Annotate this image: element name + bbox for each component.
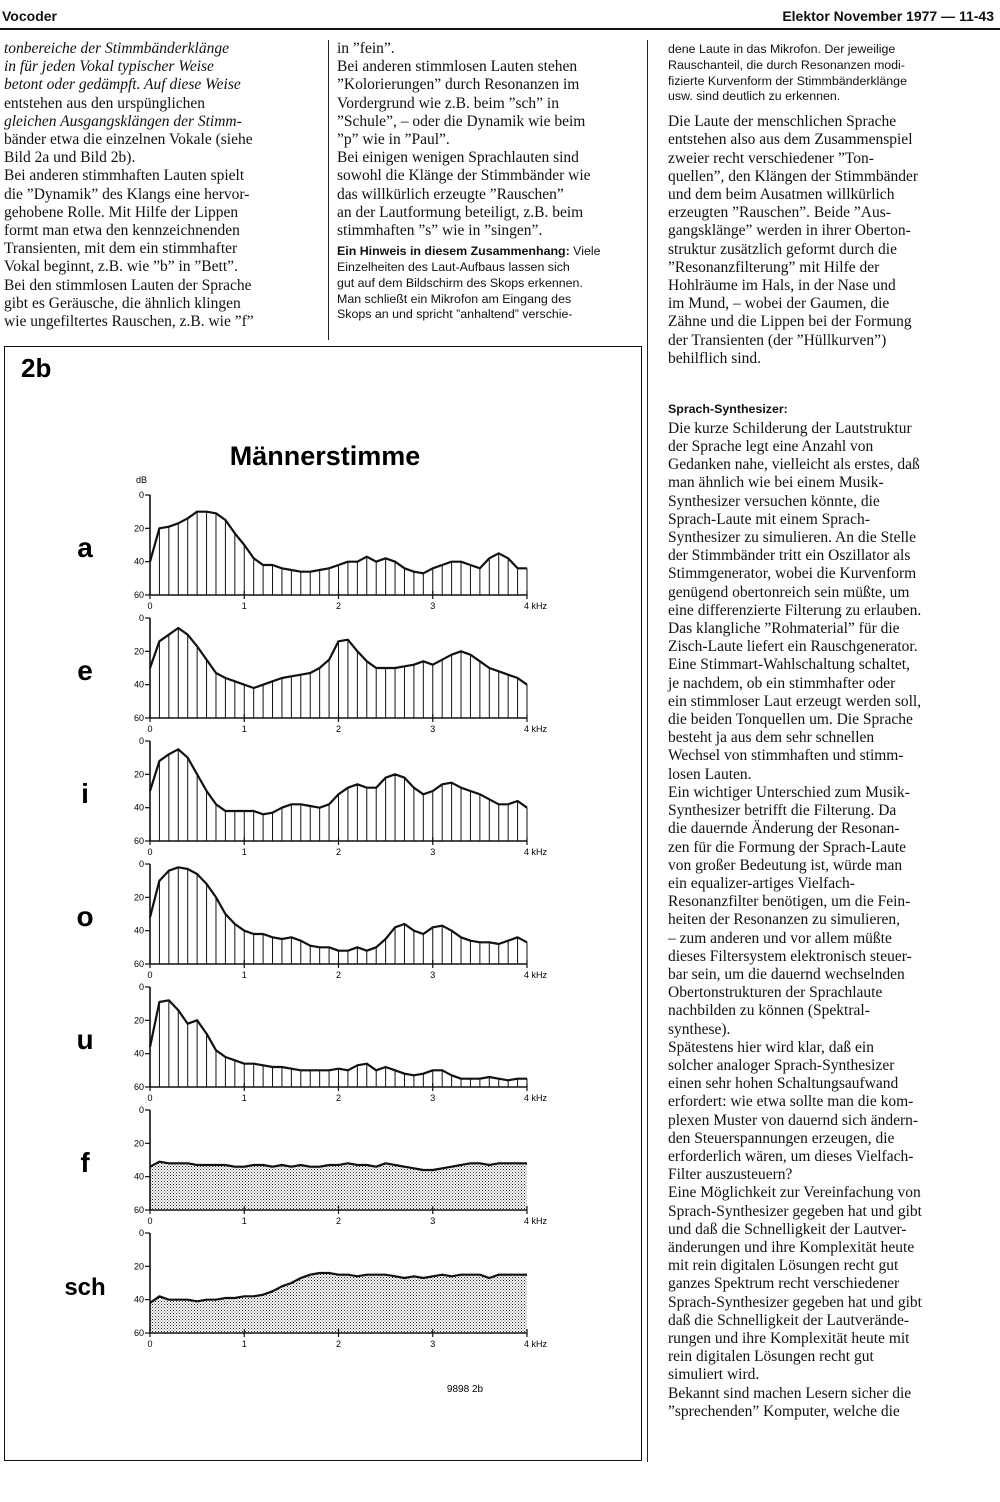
x-tick-label: 0 (147, 1339, 153, 1349)
text-line: ”p” wie in ”Paul”. (337, 131, 450, 149)
x-tick-label: 1 (241, 1339, 247, 1349)
scope-note-line: Viele (569, 244, 601, 259)
series-label: sch (64, 1274, 106, 1301)
text-line: heiten der Resonanzen zu simulieren, (668, 911, 900, 929)
series-label: a (77, 532, 93, 563)
text-line: in ”fein”. (337, 40, 395, 57)
text-line: und dem beim Ausatmen willkürlich (668, 186, 895, 203)
text-line: solcher analoger Sprach-Synthesizer (668, 1056, 895, 1074)
text-line: ein stimmloser Laut erzeugt werden soll, (668, 692, 922, 710)
column-divider-2 (647, 40, 648, 1462)
text-line: besteht ja aus dem sehr schnellen (668, 729, 875, 747)
text-line: struktur zusätzlich geformt durch die (668, 240, 897, 258)
scope-note-line: Man schließt ein Mikrofon am Eingang des (337, 291, 572, 306)
y-tick-label: 40 (133, 679, 144, 690)
panel-sch (64, 1228, 547, 1349)
text-line: Bei einigen wenigen Sprachlauten sind (337, 149, 579, 167)
x-tick-label: 4 kHz (524, 1216, 548, 1226)
text-line: Sprach-Synthesizer gegeben hat und gibt (668, 1293, 922, 1311)
text-line: Gedanken nahe, vielleicht als erstes, daß (668, 456, 920, 474)
text-line: das willkürlich erzeugte ”Rauschen” (337, 185, 564, 203)
y-tick-label: 20 (133, 892, 144, 903)
y-tick-label: 20 (133, 1138, 144, 1149)
text-line: nachbilden zu können (Spektral- (668, 1002, 870, 1020)
y-tick-label: 60 (133, 959, 144, 969)
text-line: die dauernde Änderung der Resonan- (668, 820, 900, 838)
text-line: Spätestens hier wird klar, daß ein (668, 1038, 874, 1056)
text-line: ”Resonanzfilterung” mit Hilfe der (668, 258, 880, 276)
running-head-issue: Elektor November 1977 — 11-43 (782, 8, 994, 24)
text-line: Zähne und die Lippen bei der Formung (668, 313, 912, 331)
x-tick-label: 2 (335, 970, 342, 980)
x-tick-label: 2 (335, 1216, 342, 1226)
text-line: behilflich sind. (668, 349, 761, 367)
text-line: ein equalizer-artiges Vielfach- (668, 874, 855, 892)
text-line: die ”Dynamik” des Klangs eine hervor- (4, 185, 250, 203)
text-line: je nachdem, ob ein stimmhafter oder (668, 674, 896, 692)
scope-note (337, 244, 642, 323)
text-line: zweier recht verschiedener ”Ton- (668, 149, 874, 167)
text-line: Vordergrund wie z.B. beim ”sch” in (337, 94, 559, 112)
series-label: i (81, 778, 89, 809)
text-line: quellen”, den Klängen der Stimmbänder (668, 167, 919, 185)
text-line: Obertonstrukturen der Sprachlaute (668, 984, 883, 1002)
series-label: f (80, 1147, 90, 1178)
y-tick-label: 0 (138, 1228, 144, 1238)
text-line: Vokal beginnt, z.B. wie ”b” in ”Bett”. (4, 258, 238, 276)
text-line: änderungen und ihre Komplexität heute (668, 1238, 915, 1256)
text-line: der Stimmbänder tritt ein Oszillator als (668, 547, 911, 565)
figure-2b (4, 346, 642, 1461)
x-tick-label: 1 (241, 847, 247, 857)
x-tick-label: 0 (147, 601, 153, 611)
column-2 (337, 40, 642, 323)
y-tick-label: 20 (133, 523, 144, 534)
y-tick-label: 60 (133, 1082, 144, 1092)
scope-note-line: Einzelheiten des Laut-Aufbaus lassen sich (337, 260, 570, 275)
text-line: rungen und ihre Komplexität heute mit (668, 1329, 910, 1347)
x-tick-label: 2 (335, 847, 342, 857)
paragraph-speech-synthesizer (668, 420, 988, 1421)
text-line: gleichen Ausgangsklängen der Stimm- (4, 112, 242, 130)
x-tick-label: 1 (241, 724, 247, 734)
text-line: in für jeden Vokal typischer Weise (4, 58, 214, 76)
text-line: rein digitalen Lösungen recht gut (668, 1348, 874, 1366)
text-line: bänder etwa die einzelnen Vokale (siehe (4, 131, 253, 149)
x-tick-label: 1 (241, 601, 247, 611)
text-line: fizierte Kurvenform der Stimmbänderklänge (668, 73, 907, 88)
text-line: gehobene Rolle. Mit Hilfe der Lippen (4, 203, 239, 221)
text-line: Synthesizer betrifft die Filterung. Da (668, 802, 897, 820)
x-tick-label: 4 kHz (524, 601, 548, 611)
text-line: dieses Filtersystem elektronisch steuer- (668, 947, 912, 965)
text-line: Bild 2a und Bild 2b). (4, 149, 136, 167)
x-tick-label: 3 (430, 601, 436, 611)
text-line: Bekannt sind machen Lesern sicher die (668, 1384, 912, 1402)
text-line: losen Lauten. (668, 765, 752, 783)
text-line: ”sprechenden” Komputer, welche die (668, 1402, 900, 1420)
noise-fill (150, 1273, 527, 1333)
text-line: mit rein digitalen Lösungen recht gut (668, 1257, 899, 1275)
running-head-section: Vocoder (2, 8, 57, 24)
text-line: Transienten, mit dem ein stimmhafter (4, 240, 238, 258)
y-tick-label: 40 (133, 1048, 144, 1059)
x-tick-label: 1 (241, 1216, 247, 1226)
y-tick-label: 40 (133, 1171, 144, 1182)
x-tick-label: 4 kHz (524, 724, 548, 734)
x-tick-label: 1 (241, 970, 247, 980)
column-divider-1 (328, 40, 329, 340)
text-line: zen für die Formung der Sprach-Laute (668, 838, 907, 856)
y-tick-label: 0 (138, 982, 144, 992)
y-tick-label: 0 (138, 490, 144, 500)
series-label: o (76, 901, 94, 932)
series-label: u (76, 1024, 94, 1055)
text-line: Synthesizer zu simulieren. An die Stelle (668, 529, 916, 547)
panel-e (77, 613, 547, 734)
y-tick-label: 40 (133, 556, 144, 567)
x-tick-label: 3 (430, 847, 436, 857)
figure-label: 2b (21, 353, 52, 383)
text-line: Das klangliche ”Rohmaterial” für die (668, 620, 900, 638)
x-tick-label: 2 (335, 1339, 342, 1349)
text-line: Stimmgenerator, wobei die Kurvenform (668, 565, 917, 583)
text-line: stimmhaften ”s” wie in ”singen”. (337, 222, 543, 240)
x-tick-label: 0 (147, 724, 153, 734)
text-line: Bei anderen stimmlosen Lauten stehen (337, 58, 578, 76)
text-line: im Mund, – wobei der Gaumen, die (668, 295, 890, 313)
header-rule (0, 28, 1000, 30)
text-line: Bei den stimmlosen Lauten der Sprache (4, 276, 252, 294)
x-tick-label: 0 (147, 970, 153, 980)
text-line: erfordert: wie etwa sollte man die kom- (668, 1093, 914, 1111)
text-line: bar sein, um die dauernd wechselnden (668, 965, 905, 983)
text-line: die beiden Tonquellen um. Die Sprache (668, 711, 913, 729)
spectrum-chart (5, 347, 641, 1459)
text-line: Eine Stimmart-Wahlschaltung schaltet, (668, 656, 910, 674)
text-line: ”Kolorierungen” durch Resonanzen im (337, 76, 580, 94)
text-line: genügend obertonreich sein müßte, um (668, 583, 910, 601)
y-tick-label: 60 (133, 1205, 144, 1215)
x-tick-label: 0 (147, 1216, 153, 1226)
text-line: simuliert wird. (668, 1366, 760, 1384)
text-line: der Transienten (der ”Hüllkurven”) (668, 331, 887, 349)
text-line: daß die Schnelligkeit der Lautverände- (668, 1311, 910, 1329)
text-line: man ähnlich wie bei einem Musik- (668, 474, 884, 492)
x-tick-label: 4 kHz (524, 1339, 548, 1349)
y-tick-label: 0 (138, 859, 144, 869)
subheading: Sprach-Synthesizer: (668, 402, 788, 417)
text-line: eine differenzierte Filterung zu erlauben. (668, 601, 922, 619)
y-tick-label: 20 (133, 646, 144, 657)
text-line: erforderlich wären, um dieses Vielfach- (668, 1147, 914, 1165)
text-line: entstehen also aus dem Zusammenspiel (668, 131, 913, 149)
x-tick-label: 3 (430, 1339, 436, 1349)
x-tick-label: 3 (430, 724, 436, 734)
text-line: den Steuerspannungen erzeugen, die (668, 1129, 895, 1147)
text-line: Ein wichtiger Unterschied zum Musik- (668, 783, 910, 801)
x-tick-label: 2 (335, 724, 342, 734)
text-line: ”Schule”, – oder die Dynamik wie beim (337, 112, 586, 130)
y-tick-label: 20 (133, 1261, 144, 1272)
text-line: Synthesizer versuchen könnte, die (668, 492, 880, 510)
text-line: formt man etwa den kennzeichnenden (4, 222, 240, 240)
y-tick-label: 60 (133, 713, 144, 723)
series-label: e (77, 655, 93, 686)
y-tick-label: 0 (138, 1105, 144, 1115)
y-axis-unit: dB (136, 475, 148, 485)
text-line: usw. sind deutlich zu erkennen. (668, 89, 841, 104)
text-line: und daß die Schnelligkeit der Lautver- (668, 1220, 907, 1238)
text-line: Zisch-Laute liefert ein Rauschgenerator. (668, 638, 918, 656)
x-tick-label: 4 kHz (524, 847, 548, 857)
text-line: plexen Muster von dauernd sich ändern- (668, 1111, 919, 1129)
text-line: Filter auszusteuern? (668, 1166, 793, 1184)
text-line: synthese). (668, 1020, 731, 1038)
x-tick-label: 3 (430, 1216, 436, 1226)
y-tick-label: 0 (138, 613, 144, 623)
text-line: Sprach-Synthesizer gegeben hat und gibt (668, 1202, 922, 1220)
y-tick-label: 40 (133, 802, 144, 813)
noise-fill (150, 1162, 527, 1210)
text-line: Wechsel von stimmhaften und stimm- (668, 747, 904, 765)
text-line: gibt es Geräusche, die ähnlich klingen (4, 294, 241, 312)
text-line: einen sehr hohen Schaltungsaufwand (668, 1075, 899, 1093)
x-tick-label: 2 (335, 601, 342, 611)
panel-u (76, 982, 547, 1103)
text-line: wie ungefiltertes Rauschen, z.B. wie ”f” (4, 313, 254, 331)
text-line: – zum anderen und vor allem müßte (668, 929, 892, 947)
x-tick-label: 4 kHz (524, 1093, 548, 1103)
panel-a (77, 475, 547, 611)
text-line: entstehen aus den urspünglichen (4, 94, 206, 112)
y-tick-label: 20 (133, 769, 144, 780)
text-line: Rauschanteil, die durch Resonanzen modi- (668, 57, 905, 72)
column-3 (668, 40, 988, 1421)
text-line: tonbereiche der Stimmbänderklänge (4, 40, 229, 57)
column-1 (4, 40, 322, 331)
paragraph-sound-sources (668, 113, 988, 368)
scope-note-line: gut auf dem Bildschirm des Skops erkennen. (337, 275, 583, 290)
text-line: Die Laute der menschlichen Sprache (668, 113, 897, 131)
y-tick-label: 20 (133, 1015, 144, 1026)
text-line: betont oder gedämpft. Auf diese Weise (4, 76, 241, 94)
x-tick-label: 1 (241, 1093, 247, 1103)
text-line: von großer Bedeutung ist, würde man (668, 856, 903, 874)
y-tick-label: 60 (133, 590, 144, 600)
figure-code: 9898 2b (446, 1384, 484, 1395)
panel-f (80, 1105, 547, 1226)
text-line: gangsklänge” werden in ihrer Oberton- (668, 222, 911, 240)
y-tick-label: 40 (133, 1294, 144, 1305)
text-line: dene Laute in das Mikrofon. Der jeweilige (668, 42, 896, 56)
chart-title: Männerstimme (229, 441, 421, 471)
y-tick-label: 60 (133, 836, 144, 846)
panel-i (81, 736, 547, 857)
x-tick-label: 3 (430, 1093, 436, 1103)
x-tick-label: 3 (430, 970, 436, 980)
text-line: erzeugten ”Rauschen”. Beide ”Aus- (668, 204, 891, 222)
panel-o (76, 859, 547, 980)
y-tick-label: 40 (133, 925, 144, 936)
text-line: Sprach-Laute mit einem Sprach- (668, 510, 870, 528)
y-tick-label: 60 (133, 1328, 144, 1338)
text-line: Hohlräume im Hals, in der Nase und (668, 277, 896, 295)
scope-note-continued (668, 42, 988, 105)
scope-note-heading: Ein Hinweis in diesem Zusammenhang: (337, 244, 570, 259)
y-tick-label: 0 (138, 736, 144, 746)
text-line: Resonanzfilter benötigen, um die Fein- (668, 893, 911, 911)
text-line: sowohl die Klänge der Stimmbänder wie (337, 167, 591, 185)
x-tick-label: 4 kHz (524, 970, 548, 980)
text-line: ganzes Spektrum recht verschiedener (668, 1275, 900, 1293)
text-line: Die kurze Schilderung der Lautstruktur (668, 419, 912, 437)
x-tick-label: 0 (147, 847, 153, 857)
text-line: der Sprache legt eine Anzahl von (668, 438, 874, 456)
text-line: Eine Möglichkeit zur Vereinfachung von (668, 1184, 921, 1202)
scope-note-line: Skops an und spricht ”anhaltend” verschie- (337, 307, 573, 322)
x-tick-label: 2 (335, 1093, 342, 1103)
text-line: Bei anderen stimmhaften Lauten spielt (4, 167, 245, 185)
x-tick-label: 0 (147, 1093, 153, 1103)
text-line: an der Lautformung beteiligt, z.B. beim (337, 203, 584, 221)
